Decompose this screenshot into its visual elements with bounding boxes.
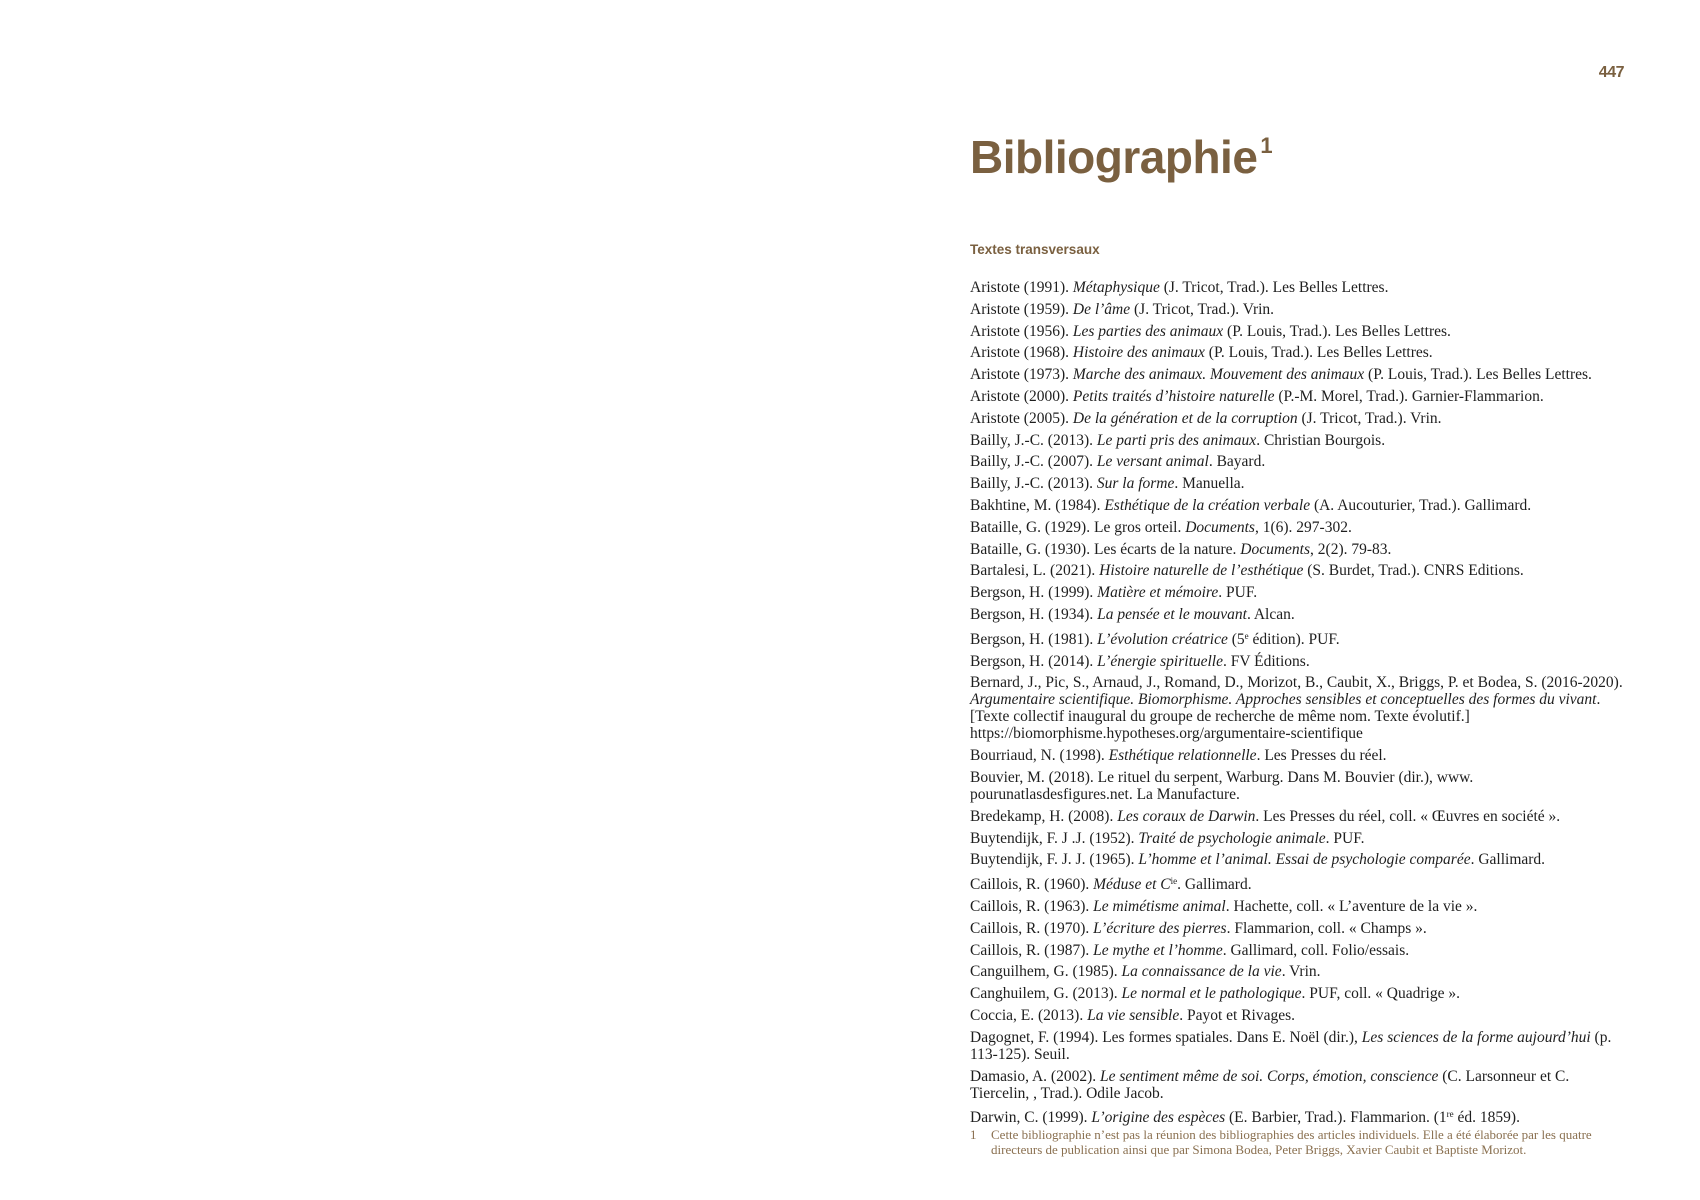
entry-text: Aristote (1956).	[970, 322, 1073, 340]
bibliography-entry	[970, 830, 1630, 847]
bibliography-entry	[970, 497, 1630, 514]
entry-title: La vie sensible	[1087, 1006, 1180, 1024]
entry-title: L’origine des espèces	[1091, 1109, 1226, 1127]
entry-text: . Les Presses du réel.	[1256, 747, 1387, 765]
entry-title: Documents	[1185, 518, 1255, 536]
entry-title: Le mimétisme animal	[1093, 897, 1226, 915]
entry-text: Damasio, A. (2002).	[970, 1067, 1101, 1085]
bibliography-entry	[970, 963, 1630, 980]
footnote-text: Cette bibliographie n’est pas la réunion des bibliographies des articles individuels. Elle a été élaborée par les quatre directeurs de publication ainsi que par Simona Bodea, Peter Briggs, Xavier Caubit et Baptiste Morizot.	[991, 1127, 1592, 1157]
bibliography-entry	[970, 606, 1630, 623]
bibliography-entry	[970, 873, 1630, 893]
bibliography-list	[970, 279, 1630, 1126]
entry-text: Caillois, R. (1987).	[970, 941, 1094, 959]
entry-text: Dagognet, F. (1994). Les formes spatiales. Dans E. Noël (dir.),	[970, 1028, 1362, 1046]
entry-text: (P. Louis, Trad.). Les Belles Lettres.	[1223, 322, 1451, 340]
bibliography-entry	[970, 279, 1630, 296]
bibliography-entry	[970, 541, 1630, 558]
bibliography-entry	[970, 410, 1630, 427]
entry-text: Bergson, H. (1999).	[970, 584, 1098, 602]
footnote	[970, 1127, 1630, 1157]
entry-text: . Vrin.	[1281, 963, 1321, 981]
entry-text: (A. Aucouturier, Trad.). Gallimard.	[1310, 496, 1532, 514]
entry-text: (P.-M. Morel, Trad.). Garnier-Flammarion.	[1274, 387, 1544, 405]
entry-text: Canghuilem, G. (2013).	[970, 985, 1122, 1003]
bibliography-entry	[970, 344, 1630, 361]
entry-title: Histoire naturelle de l’esthétique	[1099, 562, 1304, 580]
entry-text: éd. 1859).	[1453, 1109, 1520, 1127]
entry-text: . Gallimard, coll. Folio/essais.	[1222, 941, 1410, 959]
entry-text: . Bayard.	[1208, 453, 1266, 471]
entry-title: Sur la forme	[1096, 475, 1175, 493]
bibliography-entry	[970, 366, 1630, 383]
entry-title: La connaissance de la vie	[1121, 963, 1282, 981]
entry-title: Méduse et C	[1093, 876, 1171, 894]
entry-text: Bataille, G. (1930). Les écarts de la nature.	[970, 540, 1241, 558]
entry-text: Caillois, R. (1960).	[970, 876, 1094, 894]
bibliography-entry	[970, 475, 1630, 492]
entry-text: Bergson, H. (1981).	[970, 630, 1098, 648]
bibliography-entry	[970, 653, 1630, 670]
entry-text: Darwin, C. (1999).	[970, 1109, 1092, 1127]
entry-text: . Christian Bourgois.	[1256, 431, 1386, 449]
entry-text: (P. Louis, Trad.). Les Belles Lettres.	[1364, 366, 1592, 384]
entry-title: L’homme et l’animal. Essai de psychologie comparée	[1138, 851, 1471, 869]
entry-title: L’énergie spirituelle	[1097, 652, 1223, 670]
entry-text: Aristote (1991).	[970, 279, 1073, 296]
entry-text: Bernard, J., Pic, S., Arnaud, J., Romand, D., Morizot, B., Caubit, X., Briggs, P. et Bodea, S. (2016-2020).	[970, 674, 1623, 692]
entry-title: Le parti pris des animaux	[1096, 431, 1257, 449]
entry-text: . Flammarion, coll. « Champs ».	[1226, 919, 1427, 937]
page-title-text: Bibliographie	[970, 131, 1258, 183]
entry-text: Bartalesi, L. (2021).	[970, 562, 1100, 580]
entry-title: Le sentiment même de soi. Corps, émotion, conscience	[1100, 1067, 1439, 1085]
entry-text: (p. 113-125). Seuil.	[970, 1028, 1612, 1063]
bibliography-entry	[970, 808, 1630, 825]
bibliography-entry	[970, 628, 1630, 648]
bibliography-entry	[970, 942, 1630, 959]
bibliography-entry	[970, 747, 1630, 764]
entry-title: Argumentaire scientifique. Biomorphisme. Approches sensibles et conceptuelles des formes du vivant	[970, 691, 1597, 709]
entry-superscript: re	[1446, 1109, 1454, 1120]
entry-text: Bergson, H. (1934).	[970, 605, 1098, 623]
bibliography-entry	[970, 769, 1630, 803]
entry-title: Petits traités d’histoire naturelle	[1072, 387, 1275, 405]
entry-title: Le normal et le pathologique	[1121, 985, 1302, 1003]
bibliography-entry	[970, 301, 1630, 318]
bibliography-entry	[970, 432, 1630, 449]
entry-title: De la génération et de la corruption	[1072, 409, 1298, 427]
entry-text: Buytendijk, F. J .J. (1952).	[970, 829, 1139, 847]
entry-superscript: ie	[1170, 876, 1178, 887]
bibliography-entry	[970, 898, 1630, 915]
entry-text: Bailly, J.-C. (2013).	[970, 475, 1097, 493]
entry-title: De l’âme	[1072, 300, 1131, 318]
entry-text: , 1(6). 297-302.	[1254, 518, 1352, 536]
entry-text: . [Texte collectif inaugural du groupe de recherche de même nom. Texte évolutif.] https://biomorphisme.hypotheses.org/argumentaire-scientifique	[970, 691, 1601, 743]
entry-text: Caillois, R. (1963).	[970, 897, 1094, 915]
page-title	[970, 118, 1630, 185]
bibliography-entry	[970, 1007, 1630, 1024]
entry-title: Le mythe et l’homme	[1093, 941, 1223, 959]
entry-text: (5	[1227, 630, 1245, 648]
footnote-reference[interactable]: 1	[1260, 133, 1273, 158]
entry-text: (E. Barbier, Trad.). Flammarion. (1	[1225, 1109, 1447, 1127]
entry-text: . Gallimard.	[1177, 876, 1252, 894]
entry-title: Le versant animal	[1096, 453, 1209, 471]
entry-text: . Payot et Rivages.	[1179, 1006, 1296, 1024]
bibliography-entry	[970, 323, 1630, 340]
bibliography-entry	[970, 674, 1630, 742]
bibliography-entry	[970, 920, 1630, 937]
entry-text: Aristote (2005).	[970, 409, 1073, 427]
entry-superscript: e	[1244, 630, 1249, 641]
entry-text: édition). PUF.	[1248, 630, 1340, 648]
entry-text: . Les Presses du réel, coll. « Œuvres en société ».	[1255, 807, 1561, 825]
entry-text: Bouvier, M. (2018). Le rituel du serpent, Warburg. Dans M. Bouvier (dir.), www. pourunatlasdesfigures.net. La Manufacture.	[970, 768, 1474, 803]
entry-text: Aristote (1959).	[970, 300, 1073, 318]
entry-text: Bataille, G. (1929). Le gros orteil.	[970, 518, 1186, 536]
entry-text: Aristote (1973).	[970, 366, 1073, 384]
entry-text: . PUF.	[1325, 829, 1365, 847]
entry-text: Canguilhem, G. (1985).	[970, 963, 1122, 981]
entry-text: Bailly, J.-C. (2013).	[970, 431, 1097, 449]
bibliography-page	[970, 118, 1630, 1131]
entry-title: Documents	[1240, 540, 1311, 558]
entry-title: Métaphysique	[1072, 279, 1160, 296]
bibliography-entry	[970, 519, 1630, 536]
bibliography-entry	[970, 584, 1630, 601]
entry-title: Traité de psychologie animale	[1138, 829, 1326, 847]
bibliography-entry	[970, 985, 1630, 1002]
entry-title: Les sciences de la forme aujourd’hui	[1361, 1028, 1591, 1046]
entry-text: . Alcan.	[1246, 605, 1295, 623]
bibliography-entry	[970, 851, 1630, 868]
bibliography-entry	[970, 1068, 1630, 1102]
entry-text: Bredekamp, H. (2008).	[970, 807, 1118, 825]
entry-title: Marche des animaux. Mouvement des animaux	[1072, 366, 1365, 384]
bibliography-entry	[970, 1106, 1630, 1126]
entry-text: . Manuella.	[1174, 475, 1245, 493]
bibliography-entry	[970, 388, 1630, 405]
entry-text: Bergson, H. (2014).	[970, 652, 1098, 670]
entry-title: Les coraux de Darwin	[1117, 807, 1256, 825]
entry-text: (P. Louis, Trad.). Les Belles Lettres.	[1204, 344, 1433, 362]
entry-text: . FV Éditions.	[1223, 652, 1310, 670]
entry-title: Les parties des animaux	[1072, 322, 1224, 340]
entry-text: Aristote (2000).	[970, 387, 1073, 405]
entry-text: Coccia, E. (2013).	[970, 1006, 1088, 1024]
footnote-number: 1	[970, 1127, 977, 1142]
entry-text: (S. Burdet, Trad.). CNRS Editions.	[1303, 562, 1524, 580]
entry-title: Esthétique de la création verbale	[1104, 496, 1311, 514]
entry-text: . PUF.	[1218, 584, 1258, 602]
bibliography-entry	[970, 1029, 1630, 1063]
entry-text: Bakhtine, M. (1984).	[970, 496, 1105, 514]
entry-text: Caillois, R. (1970).	[970, 919, 1094, 937]
entry-text: . Gallimard.	[1470, 851, 1546, 869]
entry-title: Histoire des animaux	[1072, 344, 1205, 362]
page-number: 447	[1598, 64, 1624, 81]
entry-title: Matière et mémoire	[1097, 584, 1219, 602]
bibliography-entry	[970, 562, 1630, 579]
entry-title: Esthétique relationnelle	[1108, 747, 1257, 765]
entry-text: (J. Tricot, Trad.). Les Belles Lettres.	[1159, 279, 1389, 296]
entry-text: Bourriaud, N. (1998).	[970, 747, 1109, 765]
entry-title: La pensée et le mouvant	[1097, 605, 1247, 623]
entry-text: (C. Larsonneur et C. Tiercelin, , Trad.). Odile Jacob.	[970, 1067, 1570, 1102]
entry-title: L’évolution créatrice	[1097, 630, 1228, 648]
bibliography-entry	[970, 453, 1630, 470]
section-heading: Textes transversaux	[970, 242, 1100, 257]
entry-title: L’écriture des pierres	[1093, 919, 1227, 937]
entry-text: Aristote (1968).	[970, 344, 1073, 362]
entry-text: , 2(2). 79-83.	[1310, 540, 1392, 558]
entry-text: (J. Tricot, Trad.). Vrin.	[1297, 409, 1442, 427]
entry-text: . PUF, coll. « Quadrige ».	[1301, 985, 1460, 1003]
entry-text: Bailly, J.-C. (2007).	[970, 453, 1097, 471]
entry-text: (J. Tricot, Trad.). Vrin.	[1130, 300, 1275, 318]
entry-text: . Hachette, coll. « L’aventure de la vie ».	[1225, 897, 1478, 915]
entry-text: Buytendijk, F. J. J. (1965).	[970, 851, 1139, 869]
